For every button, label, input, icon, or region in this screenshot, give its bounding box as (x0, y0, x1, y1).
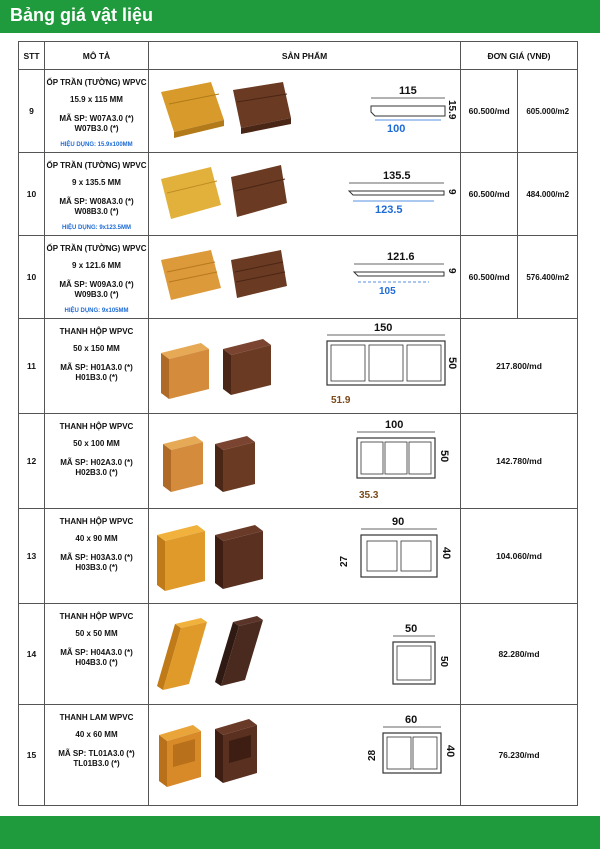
table-row (19, 319, 578, 414)
wood-panel-dark-icon (233, 82, 291, 134)
product-code-alt: H04B3.0 (*) (75, 658, 118, 668)
product-name: ỐP TRẦN (TƯỜNG) WPVC (46, 244, 147, 253)
price-per-meter: 142.780/md (461, 414, 578, 509)
product-size: 15.9 x 115 MM (70, 94, 123, 104)
product-name: ỐP TRẦN (TƯỜNG) WPVC (46, 78, 147, 87)
wood-post-light-icon (157, 618, 207, 690)
wood-box-light-icon (161, 343, 209, 399)
dim-thickness: 9 (446, 268, 457, 274)
header-stt: STT (19, 42, 45, 70)
product-name: THANH LAM WPVC (59, 713, 134, 722)
row-stt: 15 (19, 705, 45, 806)
product-size: 50 x 150 MM (73, 343, 120, 353)
profile-drawing (339, 516, 452, 577)
product-visual (149, 153, 461, 236)
header-product: SẢN PHẨM (149, 42, 461, 70)
dim-height: 50 (438, 656, 449, 668)
dim-length: 135.5 (383, 170, 411, 182)
header-price: ĐƠN GIÁ (VNĐ) (461, 42, 578, 70)
row-stt: 9 (19, 70, 45, 153)
product-code-alt: W09B3.0 (*) (74, 290, 119, 300)
row-desc (45, 414, 149, 509)
row-desc (45, 604, 149, 705)
price-per-sqm: 605.000/m2 (518, 70, 578, 153)
wood-box-dark-icon (223, 339, 271, 395)
table-row (19, 604, 578, 705)
table-row (19, 705, 578, 806)
row-desc (45, 236, 149, 319)
row-desc (45, 153, 149, 236)
dim-effective: 100 (387, 123, 406, 135)
wood-box-dark-icon (215, 525, 263, 589)
dim-length: 121.6 (387, 251, 415, 263)
wood-panel-light-icon (161, 82, 224, 138)
product-code-alt: H03B3.0 (*) (75, 563, 118, 573)
price-per-meter: 60.500/md (461, 153, 518, 236)
header-bar (0, 0, 600, 33)
row-stt: 14 (19, 604, 45, 705)
table-header-row (19, 42, 578, 70)
dim-thickness: 9 (446, 189, 457, 195)
table-row (19, 70, 578, 153)
dim-effective: 105 (379, 286, 396, 297)
product-code: MÃ SP: H04A3.0 (*) (60, 647, 133, 657)
profile-drawing (354, 251, 457, 297)
wood-box-dark-icon (215, 436, 255, 492)
product-code-alt: H01B3.0 (*) (75, 373, 118, 383)
product-visual (149, 414, 461, 509)
dim-length: 50 (405, 623, 418, 635)
table-row (19, 236, 578, 319)
dim-effective: 123.5 (375, 204, 403, 216)
dim-inner: 28 (367, 749, 378, 761)
product-visual (149, 509, 461, 604)
product-name: THANH HỘP WPVC (59, 517, 134, 526)
row-stt: 13 (19, 509, 45, 604)
wood-box-light-icon (163, 436, 203, 492)
table-row (19, 414, 578, 509)
row-desc (45, 319, 149, 414)
profile-drawing (349, 170, 457, 216)
wood-post-dark-icon (215, 616, 263, 686)
product-visual (149, 319, 461, 414)
wood-panel-light-icon (161, 250, 221, 300)
product-name: THANH HỘP WPVC (59, 612, 134, 621)
dim-cell: 35.3 (359, 490, 379, 501)
dim-length: 115 (399, 85, 417, 97)
row-stt: 10 (19, 153, 45, 236)
product-code-alt: TL01B3.0 (*) (73, 759, 120, 769)
dim-height: 50 (438, 450, 450, 463)
product-size: 40 x 90 MM (75, 533, 118, 543)
product-size: 50 x 50 MM (75, 628, 118, 638)
wood-channel-dark-icon (215, 719, 257, 783)
product-size: 9 x 135.5 MM (72, 177, 121, 187)
dim-length: 90 (392, 516, 405, 528)
row-stt: 12 (19, 414, 45, 509)
profile-drawing (371, 85, 457, 135)
profile-drawing (367, 714, 456, 773)
product-name: THANH HỘP WPVC (59, 327, 134, 336)
product-code-alt: W08B3.0 (*) (74, 207, 119, 217)
product-visual (149, 705, 461, 806)
price-per-meter: 76.230/md (461, 705, 578, 806)
dim-length: 60 (405, 714, 418, 726)
dim-length: 100 (385, 419, 404, 431)
row-stt: 11 (19, 319, 45, 414)
page-title: Bảng giá vật liệu (10, 5, 154, 25)
price-per-meter: 60.500/md (461, 70, 518, 153)
price-per-sqm: 576.400/m2 (518, 236, 578, 319)
product-code: MÃ SP: W07A3.0 (*) (59, 113, 134, 123)
product-name: THANH HỘP WPVC (59, 422, 134, 431)
wood-panel-light-icon (161, 167, 221, 219)
price-per-meter: 217.800/md (461, 319, 578, 414)
price-per-sqm: 484.000/m2 (518, 153, 578, 236)
dim-length: 150 (374, 322, 393, 334)
dim-height: 40 (444, 745, 456, 758)
dim-height: 40 (440, 547, 452, 560)
product-code-alt: W07B3.0 (*) (74, 124, 119, 134)
price-per-meter: 60.500/md (461, 236, 518, 319)
price-table (18, 41, 578, 806)
price-per-meter: 82.280/md (461, 604, 578, 705)
row-desc (45, 509, 149, 604)
table-row (19, 509, 578, 604)
dim-cell: 51.9 (331, 395, 351, 406)
row-stt: 10 (19, 236, 45, 319)
profile-drawing (393, 623, 449, 684)
price-per-meter: 104.060/md (461, 509, 578, 604)
product-note: HIỆU DỤNG: 15.9x100MM (60, 142, 133, 149)
product-name: ỐP TRẦN (TƯỜNG) WPVC (46, 161, 147, 170)
product-note: HIỆU DỤNG: 9x123.5MM (61, 225, 132, 232)
header-desc: MÔ TẢ (45, 42, 149, 70)
dim-inner: 27 (339, 555, 350, 567)
profile-drawing (357, 419, 450, 501)
product-note: HIỆU DỤNG: 9x105MM (64, 308, 129, 315)
product-visual (149, 236, 461, 319)
product-code: MÃ SP: H01A3.0 (*) (60, 362, 133, 372)
wood-channel-light-icon (159, 725, 201, 787)
dim-thickness: 15.9 (446, 100, 457, 120)
row-desc (45, 705, 149, 806)
wood-box-light-icon (157, 525, 205, 591)
product-code: MÃ SP: TL01A3.0 (*) (58, 748, 135, 758)
product-code-alt: H02B3.0 (*) (75, 468, 118, 478)
wood-panel-dark-icon (231, 165, 287, 217)
row-desc (45, 70, 149, 153)
product-size: 40 x 60 MM (75, 729, 118, 739)
table-row (19, 153, 578, 236)
footer-bar (0, 816, 600, 849)
wood-panel-dark-icon (231, 250, 287, 298)
product-size: 9 x 121.6 MM (72, 260, 121, 270)
product-visual (149, 70, 461, 153)
product-size: 50 x 100 MM (73, 438, 120, 448)
dim-height: 50 (446, 357, 458, 370)
product-code: MÃ SP: H02A3.0 (*) (60, 457, 133, 467)
profile-drawing (327, 322, 458, 406)
product-visual (149, 604, 461, 705)
product-code: MÃ SP: H03A3.0 (*) (60, 552, 133, 562)
product-code: MÃ SP: W09A3.0 (*) (59, 279, 134, 289)
product-code: MÃ SP: W08A3.0 (*) (59, 196, 134, 206)
